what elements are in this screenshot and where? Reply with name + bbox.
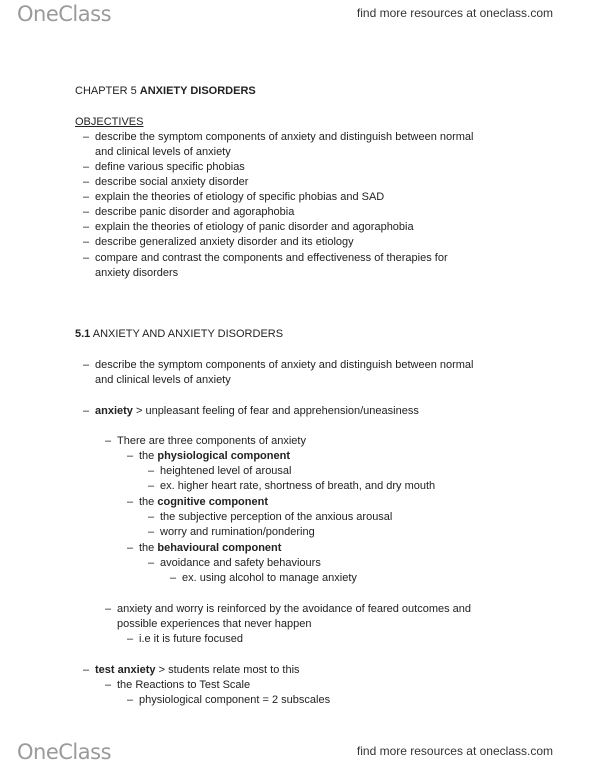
- section-heading: [75, 327, 283, 341]
- beh-term: behavioural component: [157, 542, 282, 554]
- objective-item: [83, 190, 384, 204]
- objective-item: [83, 251, 448, 265]
- objective-text: describe generalized anxiety disorder and its etiology: [95, 236, 354, 248]
- physiological-component: [127, 449, 290, 463]
- beh-example: [170, 571, 357, 585]
- bullet-dash: –: [148, 511, 155, 523]
- objective-item-cont: anxiety disorders: [95, 267, 179, 279]
- beh-detail: [148, 556, 321, 570]
- bullet-dash: –: [127, 450, 134, 462]
- future-focused-text: i.e it is future focused: [139, 633, 243, 645]
- bullet-dash: –: [127, 542, 134, 554]
- reinforcement-text: anxiety and worry is reinforced by the avoidance of feared outcomes and: [117, 603, 472, 615]
- bullet-dash: –: [148, 557, 155, 569]
- objective-item: [83, 130, 474, 144]
- cognitive-component: [127, 495, 268, 509]
- footer-tagline-link[interactable]: find more resources at oneclass.com: [356, 744, 553, 758]
- bullet-dash: –: [83, 206, 90, 218]
- bullet-dash: –: [105, 435, 112, 447]
- test-anxiety-term: test anxiety: [95, 664, 156, 676]
- bullet-dash: –: [83, 664, 90, 676]
- chapter-prefix: CHAPTER 5: [75, 85, 140, 97]
- bullet-dash: –: [83, 359, 90, 371]
- bullet-dash: –: [105, 603, 112, 615]
- cog-detail: [148, 525, 315, 539]
- section-number: 5.1: [75, 328, 91, 340]
- cog-prefix: the: [139, 496, 158, 508]
- bullet-dash: –: [83, 221, 90, 233]
- objective-item: [83, 160, 245, 174]
- anxiety-definition: [83, 404, 419, 418]
- objective-item: [83, 175, 248, 189]
- physio-detail: [148, 464, 291, 478]
- future-focused-note: [127, 632, 243, 646]
- chapter-heading: [75, 84, 256, 98]
- objective-item: [83, 235, 354, 249]
- cog-term: cognitive component: [157, 496, 268, 508]
- section-title: ANXIETY AND ANXIETY DISORDERS: [90, 328, 284, 340]
- physio-prefix: the: [139, 450, 158, 462]
- header-tagline-link[interactable]: find more resources at oneclass.com: [356, 6, 553, 20]
- cog-detail: [148, 510, 392, 524]
- objectives-heading: OBJECTIVES: [75, 116, 144, 128]
- beh-detail-text: avoidance and safety behaviours: [160, 557, 321, 569]
- section-goal-cont: and clinical levels of anxiety: [95, 374, 231, 386]
- test-scale-text: the Reactions to Test Scale: [117, 679, 251, 691]
- page-header: [0, 0, 595, 30]
- objective-text: describe panic disorder and agoraphobia: [95, 206, 295, 218]
- objective-text: describe social anxiety disorder: [95, 176, 249, 188]
- cog-detail-text: worry and rumination/pondering: [160, 526, 315, 538]
- test-scale-detail: [127, 693, 330, 707]
- bullet-dash: –: [148, 480, 155, 492]
- test-anxiety-definition-text: > students relate most to this: [155, 664, 300, 676]
- beh-example-text: ex. using alcohol to manage anxiety: [182, 572, 357, 584]
- objective-text: explain the theories of etiology of specific phobias and SAD: [95, 191, 385, 203]
- objective-text: define various specific phobias: [95, 161, 245, 173]
- reinforcement-note-cont: possible experiences that never happen: [117, 618, 312, 630]
- test-scale-item: [105, 678, 250, 692]
- section-goal: [83, 358, 474, 372]
- section-goal-text: describe the symptom components of anxiety and distinguish between normal: [95, 359, 474, 371]
- objective-item-cont: and clinical levels of anxiety: [95, 146, 231, 158]
- components-intro: [105, 434, 306, 448]
- bullet-dash: –: [127, 633, 134, 645]
- bullet-dash: –: [83, 252, 90, 264]
- beh-prefix: the: [139, 542, 158, 554]
- cog-detail-text: the subjective perception of the anxious arousal: [160, 511, 393, 523]
- bullet-dash: –: [148, 526, 155, 538]
- reinforcement-note: [105, 602, 471, 616]
- physio-detail-text: ex. higher heart rate, shortness of breath, and dry mouth: [160, 480, 436, 492]
- bullet-dash: –: [127, 496, 134, 508]
- components-intro-text: There are three components of anxiety: [117, 435, 306, 447]
- anxiety-term: anxiety: [95, 405, 133, 417]
- bullet-dash: –: [148, 465, 155, 477]
- bullet-dash: –: [83, 161, 90, 173]
- bullet-dash: –: [83, 236, 90, 248]
- bullet-dash: –: [83, 131, 90, 143]
- bullet-dash: –: [83, 405, 90, 417]
- physio-detail: [148, 479, 435, 493]
- bullet-dash: –: [83, 176, 90, 188]
- test-scale-detail-text: physiological component = 2 subscales: [139, 694, 331, 706]
- objective-text: describe the symptom components of anxiety and distinguish between normal: [95, 131, 474, 143]
- anxiety-definition-text: > unpleasant feeling of fear and apprehension/uneasiness: [132, 405, 419, 417]
- chapter-title: ANXIETY DISORDERS: [139, 85, 256, 97]
- bullet-dash: –: [170, 572, 177, 584]
- test-anxiety-definition: [83, 663, 300, 677]
- bullet-dash: –: [105, 679, 112, 691]
- page-footer: [0, 738, 595, 768]
- bullet-dash: –: [83, 191, 90, 203]
- physio-term: physiological component: [157, 450, 290, 462]
- bullet-dash: –: [127, 694, 134, 706]
- oneclass-logo[interactable]: OneClass: [17, 2, 112, 26]
- objective-text: explain the theories of etiology of panic disorder and agoraphobia: [95, 221, 414, 233]
- physio-detail-text: heightened level of arousal: [160, 465, 292, 477]
- objective-item: [83, 220, 414, 234]
- behavioural-component: [127, 541, 281, 555]
- objective-item: [83, 205, 294, 219]
- objective-text: compare and contrast the components and effectiveness of therapies for: [95, 252, 448, 264]
- oneclass-logo-footer[interactable]: OneClass: [17, 740, 112, 764]
